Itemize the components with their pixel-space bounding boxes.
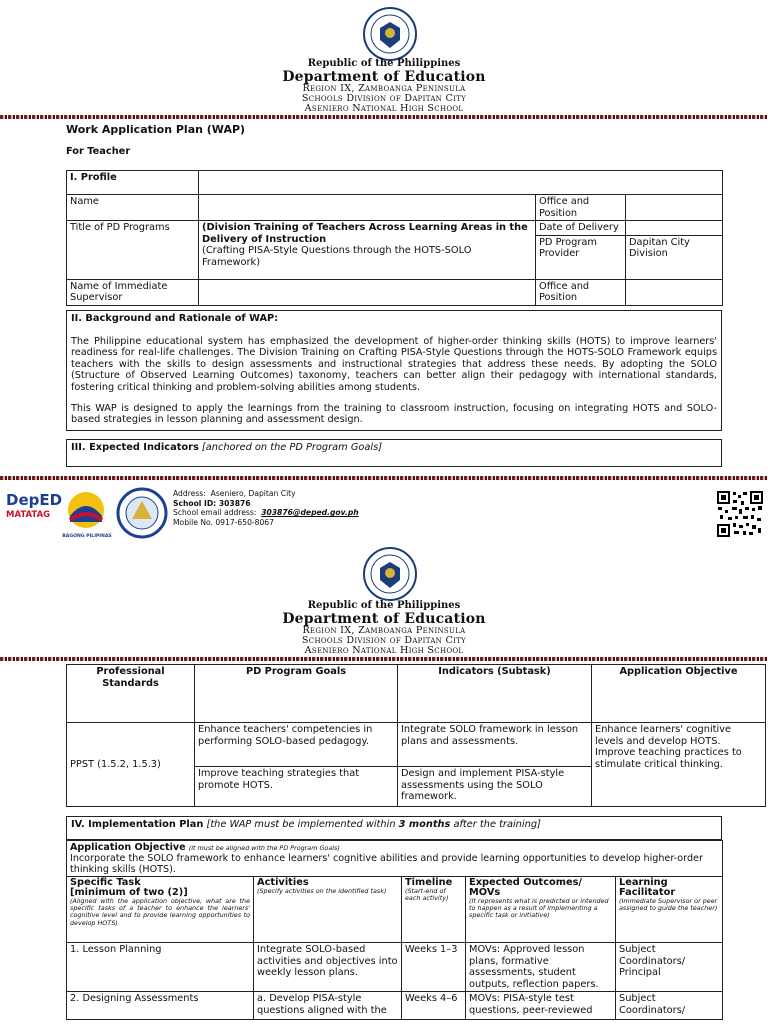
implementation-heading: IV. Implementation Plan (71, 819, 204, 830)
date-value (626, 221, 723, 236)
row2-facilitator: Subject Coordinators/ (616, 992, 723, 1020)
col-learning-facilitator (616, 877, 723, 943)
row2-outcome: MOVs: PISA-style test questions, peer-reviewed (466, 992, 616, 1020)
address-value: Aseniero, Dapitan City (210, 489, 296, 498)
row2-activity: a. Develop PISA-style questions aligned with the (254, 992, 402, 1020)
office2-value (626, 279, 723, 305)
goals-table (66, 664, 766, 807)
indicators-note: [anchored on the PD Program Goals] (201, 442, 383, 453)
indicator-2-cell: Design and implement PISA-style assessments using the SOLO framework. (398, 767, 592, 807)
header-indicators: Indicators (Subtask) (398, 665, 592, 723)
table-row (67, 943, 723, 992)
activities-label: Activities (257, 877, 309, 888)
division-line: Schools Division of Dapitan City (301, 93, 467, 104)
header-application-objective: Application Objective (592, 665, 766, 723)
goal-1-cell: Enhance teachers' competencies in performing SOLO-based pedagogy. (195, 723, 398, 767)
matatag-logo-text: MATATAG (6, 510, 51, 520)
facilitator-note: (Immediate Supervisor or peer assigned to guide the teacher) (619, 897, 718, 913)
activities-note: (Specify activities on the identified task) (257, 887, 387, 895)
col-activities (254, 877, 402, 943)
row1-outcome: MOVs: Approved lesson plans, formative assessments, student outputs, reflection papers. (466, 943, 616, 992)
provider-value: Dapitan City Division (626, 235, 723, 279)
name-value (199, 195, 536, 221)
task-minimum: [minimum of two (2)] (70, 887, 188, 898)
pd-title-value (199, 221, 536, 280)
row1-activity: Integrate SOLO-based activities and objectives into weekly lesson plans. (254, 943, 402, 992)
region-line: Region IX, Zamboanga Peninsula (302, 83, 466, 94)
supervisor-value (199, 279, 536, 305)
deped-seal-icon (362, 546, 418, 602)
email-link[interactable]: 303876@deped.gov.ph (261, 508, 359, 518)
row2-timeline: Weeks 4–6 (402, 992, 466, 1020)
division-line: Schools Division of Dapitan City (301, 635, 467, 646)
objective-note: (it must be aligned with the PD Program Goals) (188, 844, 340, 852)
office2-label: Office and Position (536, 279, 626, 305)
task-label: Specific Task (70, 877, 141, 888)
application-objective-cell: Enhance learners' cognitive levels and develop HOTS. Improve teaching practices to stimulate critical thinking. (592, 723, 766, 807)
footer-divider (0, 476, 768, 480)
objective-label: Application Objective (70, 842, 186, 853)
header-professional-standards: Professional Standards (67, 665, 195, 723)
address-label: Address: (173, 489, 206, 498)
header-divider (0, 115, 768, 119)
name-label: Name (67, 195, 199, 221)
office-label: Office and Position (536, 195, 626, 221)
profile-heading-blank (199, 171, 723, 195)
indicator-1-cell: Integrate SOLO framework in lesson plans and assessments. (398, 723, 592, 767)
pd-title-main: (Division Training of Teachers Across Learning Areas in the Delivery of Instruction (202, 222, 528, 245)
col-specific-task (67, 877, 254, 943)
objective-text: Incorporate the SOLO framework to enhance learners' cognitive abilities and provide learning opportunities to develop higher-order thinking skills (HOTS). (70, 853, 703, 875)
school-id: School ID: 303876 (173, 498, 251, 508)
indicators-section (66, 439, 722, 467)
region-line: Region IX, Zamboanga Peninsula (302, 625, 466, 636)
profile-heading: I. Profile (67, 171, 199, 195)
school-line: Aseniero National High School (304, 103, 464, 114)
republic-line: Republic of the Philippines (307, 600, 461, 611)
goal-2-cell: Improve teaching strategies that promote HOTS. (195, 767, 398, 807)
col-expected-outcomes (466, 877, 616, 943)
background-paragraph-1: The Philippine educational system has emphasized the development of higher-order thinking skills (HOTS) to improve learners' readiness for real-life challenges. The Division Training on Crafting PISA-Style Questions through the HOTS-SOLO Framework equips teachers with the skills to design assessments and instructional strategies that address these needs. By adopting the SOLO (Structure of Observed Learning Outcomes) taxonomy, teachers can better align their pedagogy with international standards, fostering critical thinking and problem-solving abilities among students. (71, 336, 717, 393)
header-pd-program-goals: PD Program Goals (195, 665, 398, 723)
timeline-note: (Start-end of each activity) (405, 887, 449, 903)
qr-code-icon (716, 490, 764, 538)
outcomes-label: Expected Outcomes/ MOVs (469, 877, 583, 898)
implementation-heading-box (66, 816, 722, 840)
implementation-note-b: 3 months (398, 819, 451, 830)
deped-logo-text: DepED (6, 491, 63, 509)
deped-seal-icon (362, 6, 418, 62)
row1-task: 1. Lesson Planning (67, 943, 254, 992)
document-title: Work Application Plan (WAP) (66, 123, 246, 136)
background-section (66, 310, 722, 431)
bagong-pilipinas-text: BAGONG PILIPINAS (62, 534, 112, 539)
provider-label: PD Program Provider (536, 235, 626, 279)
mobile-number: Mobile No. 0917-650-8067 (173, 517, 274, 527)
school-line: Aseniero National High School (304, 645, 464, 656)
date-label: Date of Delivery (536, 221, 626, 236)
school-seal-icon (116, 487, 168, 539)
col-timeline (402, 877, 466, 943)
header-divider (0, 657, 768, 661)
row2-task: 2. Designing Assessments (67, 992, 254, 1020)
row1-timeline: Weeks 1–3 (402, 943, 466, 992)
document-audience: For Teacher (66, 146, 131, 157)
deped-matatag-logo (6, 492, 64, 536)
implementation-note-a: [the WAP must be implemented within (206, 819, 396, 830)
table-row (67, 992, 723, 1020)
profile-table (66, 170, 723, 306)
department-name: Department of Education (282, 69, 486, 85)
facilitator-label: Learning Facilitator (619, 877, 676, 898)
footer-contact (173, 489, 359, 527)
supervisor-label: Name of Immediate Supervisor (67, 279, 199, 305)
row1-facilitator: Subject Coordinators/ Principal (616, 943, 723, 992)
background-heading: II. Background and Rationale of WAP: (71, 313, 279, 324)
bagong-pilipinas-logo-icon (64, 490, 108, 534)
email-label: School email address: (173, 508, 257, 518)
background-paragraph-2: This WAP is designed to apply the learnings from the training to classroom instruction, focusing on integrating HOTS and SOLO-based strategies in lesson planning and assessment design. (71, 403, 717, 426)
implementation-note-c: after the training] (453, 819, 541, 830)
pd-title-label: Title of PD Programs (67, 221, 199, 280)
republic-line: Republic of the Philippines (307, 58, 461, 69)
indicators-heading: III. Expected Indicators (71, 442, 199, 453)
implementation-table (66, 840, 723, 1020)
department-name: Department of Education (282, 611, 486, 627)
office-value (626, 195, 723, 221)
task-note: (Aligned with the application objective, what are the specific tasks of a teacher to enhance the learners' cognitive level and to provide learning opportunities to develop HOTS) (70, 897, 250, 927)
application-objective-row (67, 841, 723, 877)
pd-title-sub: (Crafting PISA-Style Questions through the HOTS-SOLO Framework) (202, 245, 472, 268)
professional-standard-cell: PPST (1.5.2, 1.5.3) (67, 723, 195, 807)
timeline-label: Timeline (405, 877, 453, 888)
outcomes-note: (It represents what is predicted or intended to happen as a result of implementing a specific task or initiative) (469, 897, 609, 920)
